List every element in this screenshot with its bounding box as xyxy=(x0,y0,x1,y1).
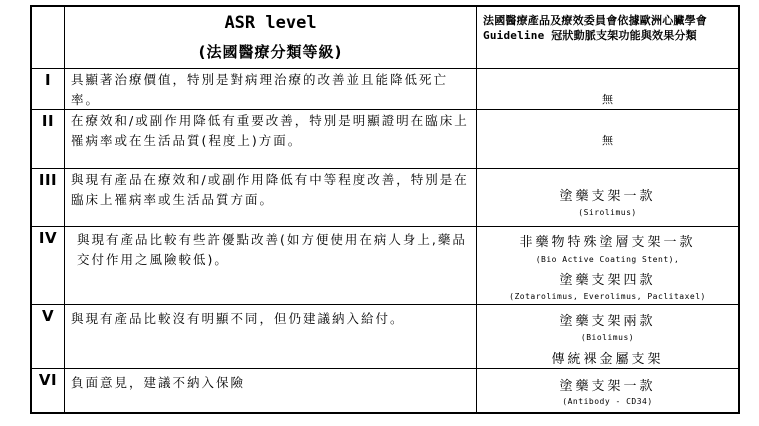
level-label: IV xyxy=(32,227,65,304)
table-row-level-3 xyxy=(32,169,738,227)
level-description: 在療效和/或副作用降低有重要改善，特別是明顯證明在臨床上罹病率或在生活品質(程度上)方面。 xyxy=(65,110,477,168)
table-row-level-5 xyxy=(32,305,738,369)
product-note: (Biolimus) xyxy=(580,333,635,342)
level-description: 與現有產品在療效和/或副作用降低有中等程度改善，特別是在臨床上罹病率或生活品質方面。 xyxy=(65,169,477,226)
header-title: ASR level xyxy=(224,13,317,33)
product-name: 塗藥支架兩款 xyxy=(559,314,656,329)
table-row-level-6 xyxy=(32,369,738,412)
table-row-level-2 xyxy=(32,110,738,169)
product-cell xyxy=(477,69,738,109)
product-note: (Antibody - CD34) xyxy=(562,397,653,406)
level-label: VI xyxy=(32,369,65,412)
product-note: (Sirolimus) xyxy=(578,208,637,217)
header-subtitle: (法國醫療分類等級) xyxy=(198,43,343,61)
product-name: 塗藥支架一款 xyxy=(559,379,656,394)
product-none: 無 xyxy=(602,93,613,106)
level-label: III xyxy=(32,169,65,226)
product-cell xyxy=(477,169,738,226)
header-asr-cell xyxy=(65,7,477,68)
product2-name: 塗藥支架四款 xyxy=(559,273,656,288)
product2-name: 傳統裸金屬支架 xyxy=(551,352,664,367)
level-description: 與現有產品比較沒有明顯不同，但仍建議納入給付。 xyxy=(65,305,477,368)
level-label: V xyxy=(32,305,65,368)
product2-note: (Zotarolimus, Everolimus, Paclitaxel) xyxy=(509,292,706,301)
header-level-cell xyxy=(32,7,65,68)
level-description: 與現有產品比較有些許優點改善(如方便使用在病人身上,藥品交付作用之風險較低)。 xyxy=(65,227,477,304)
table-row-level-1 xyxy=(32,69,738,110)
header-guideline-cell xyxy=(477,7,738,68)
table-row-level-4 xyxy=(32,227,738,305)
table-header-row xyxy=(32,7,738,69)
product-cell xyxy=(477,227,738,304)
product-note: (Bio Active Coating Stent), xyxy=(535,255,680,264)
product-none: 無 xyxy=(602,134,613,147)
asr-classification-table xyxy=(30,5,740,414)
product-cell xyxy=(477,305,738,368)
product-cell xyxy=(477,110,738,168)
product-name: 非藥物特殊塗層支架一款 xyxy=(519,235,696,250)
level-description: 具顯著治療價值，特別是對病理治療的改善並且能降低死亡率。 xyxy=(65,69,477,109)
header-guideline-text: 法國醫療產品及療效委員會依據歐洲心臟學會 Guideline 冠狀動脈支架功能與效果分類 xyxy=(483,14,707,42)
product-cell xyxy=(477,369,738,412)
level-label: I xyxy=(32,69,65,109)
level-description: 負面意見，建議不納入保險 xyxy=(65,369,477,412)
level-label: II xyxy=(32,110,65,168)
product-name: 塗藥支架一款 xyxy=(559,189,656,204)
